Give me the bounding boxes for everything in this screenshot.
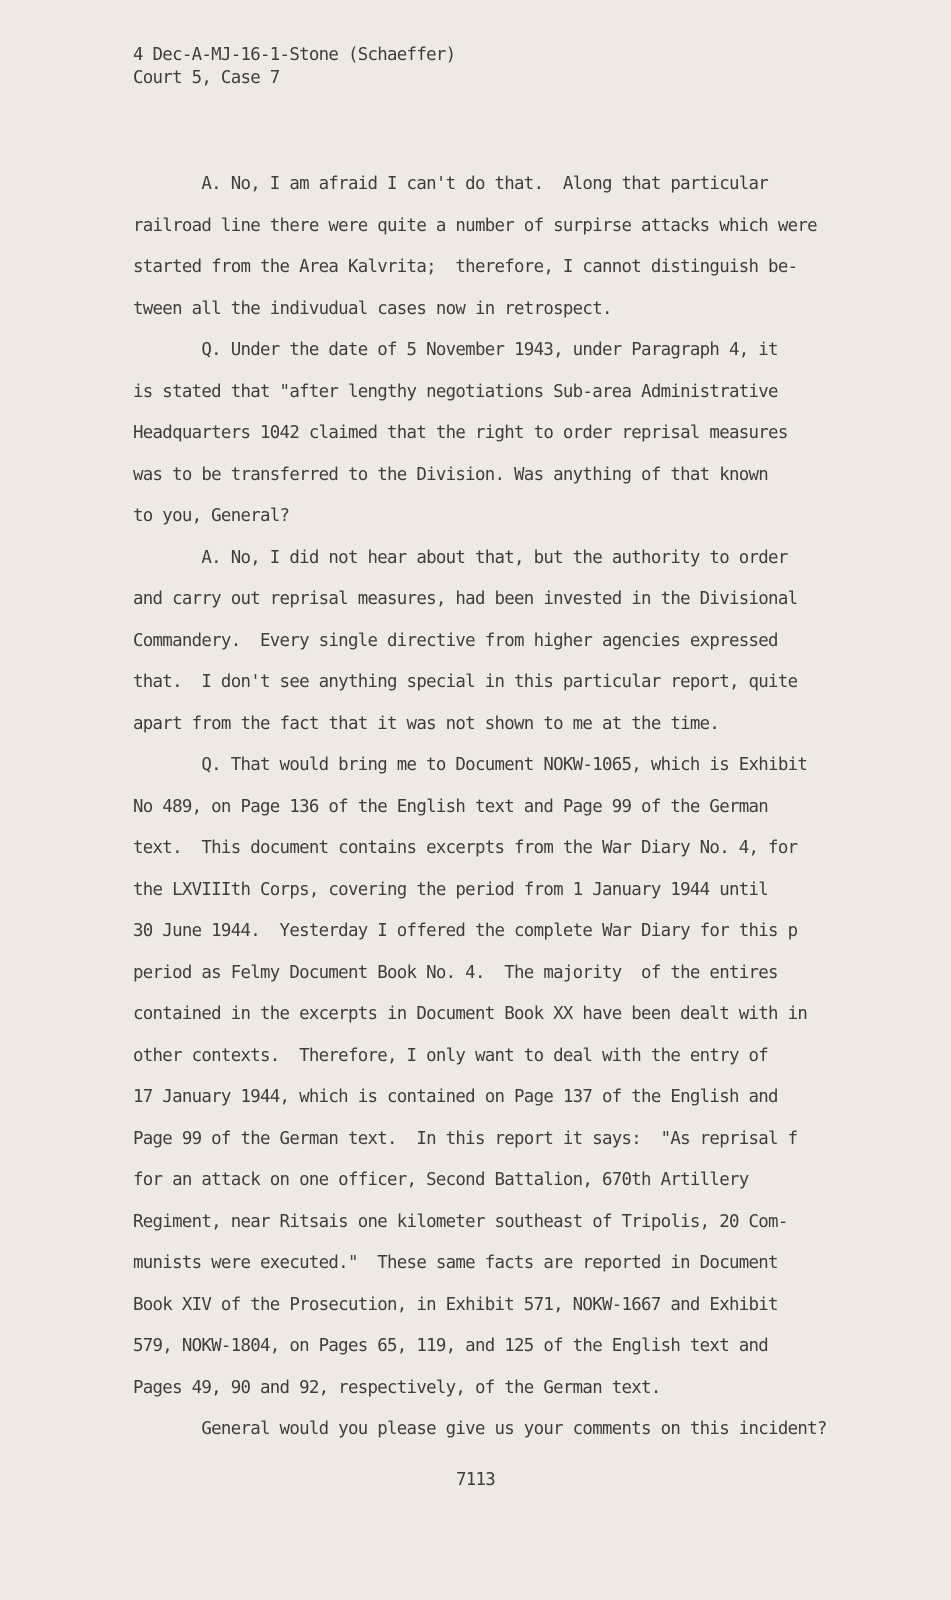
text-line: 17 January 1944, which is contained on Page 137 of the English and [133, 1087, 778, 1107]
text-line: other contexts. Therefore, I only want to deal with the entry of [133, 1045, 769, 1066]
text-line: Page 99 of the German text. In this report it says: "As reprisal f [133, 1128, 798, 1149]
text-line: Q. Under the date of 5 November 1943, under Paragraph 4, it [133, 340, 778, 360]
text-line: 579, NOKW-1804, on Pages 65, 119, and 125 of the English text and [133, 1336, 769, 1356]
text-line: General would you please give us your comments on this incident? [133, 1419, 827, 1439]
text-line: contained in the excerpts in Document Book XX have been dealt with in [133, 1004, 808, 1024]
text-line: Q. That would bring me to Document NOKW-1065, which is Exhibit [133, 755, 808, 775]
text-line: tween all the indivudual cases now in retrospect. [133, 298, 612, 319]
text-line: munists were executed." These same facts are reported in Document [133, 1253, 778, 1273]
text-line: the LXVIIIth Corps, covering the period from 1 January 1944 until [133, 879, 769, 900]
text-line: text. This document contains excerpts from the War Diary No. 4, for [133, 838, 798, 858]
header-court-case: Court 5, Case 7 [133, 68, 280, 88]
text-line: to you, General? [133, 506, 290, 526]
page-number: 7113 [455, 1470, 496, 1490]
text-line: Commandery. Every single directive from higher agencies expressed [133, 630, 778, 651]
text-line: No 489, on Page 136 of the English text and Page 99 of the German [133, 796, 769, 817]
text-line: period as Felmy Document Book No. 4. The majority of the entires [133, 962, 778, 983]
text-line: A. No, I am afraid I can't do that. Along that particular [133, 174, 769, 194]
header-reference: 4 Dec-A-MJ-16-1-Stone (Schaeffer) [133, 45, 456, 65]
text-line: started from the Area Kalvrita; therefore, I cannot distinguish be- [133, 257, 798, 277]
text-line: Book XIV of the Prosecution, in Exhibit 571, NOKW-1667 and Exhibit [133, 1294, 778, 1315]
text-line: Regiment, near Ritsais one kilometer southeast of Tripolis, 20 Com- [133, 1211, 788, 1232]
testimony-body [133, 164, 863, 1451]
text-line: and carry out reprisal measures, had been invested in the Divisional [133, 589, 798, 609]
text-line: 30 June 1944. Yesterday I offered the complete War Diary for this p [133, 921, 798, 941]
text-line: is stated that "after lengthy negotiations Sub-area Administrative [133, 381, 778, 402]
text-line: A. No, I did not hear about that, but the authority to order [133, 547, 788, 568]
document-header [133, 44, 455, 90]
text-line: Headquarters 1042 claimed that the right to order reprisal measures [133, 423, 788, 443]
text-line: that. I don't see anything special in this particular report, quite [133, 672, 798, 692]
text-line: Pages 49, 90 and 92, respectively, of the German text. [133, 1377, 661, 1398]
text-line: apart from the fact that it was not shown to me at the time. [133, 713, 720, 734]
text-line: for an attack on one officer, Second Battalion, 670th Artillery [133, 1170, 749, 1190]
text-line: was to be transferred to the Division. Was anything of that known [133, 464, 769, 485]
text-line: railroad line there were quite a number of surpirse attacks which were [133, 215, 817, 236]
